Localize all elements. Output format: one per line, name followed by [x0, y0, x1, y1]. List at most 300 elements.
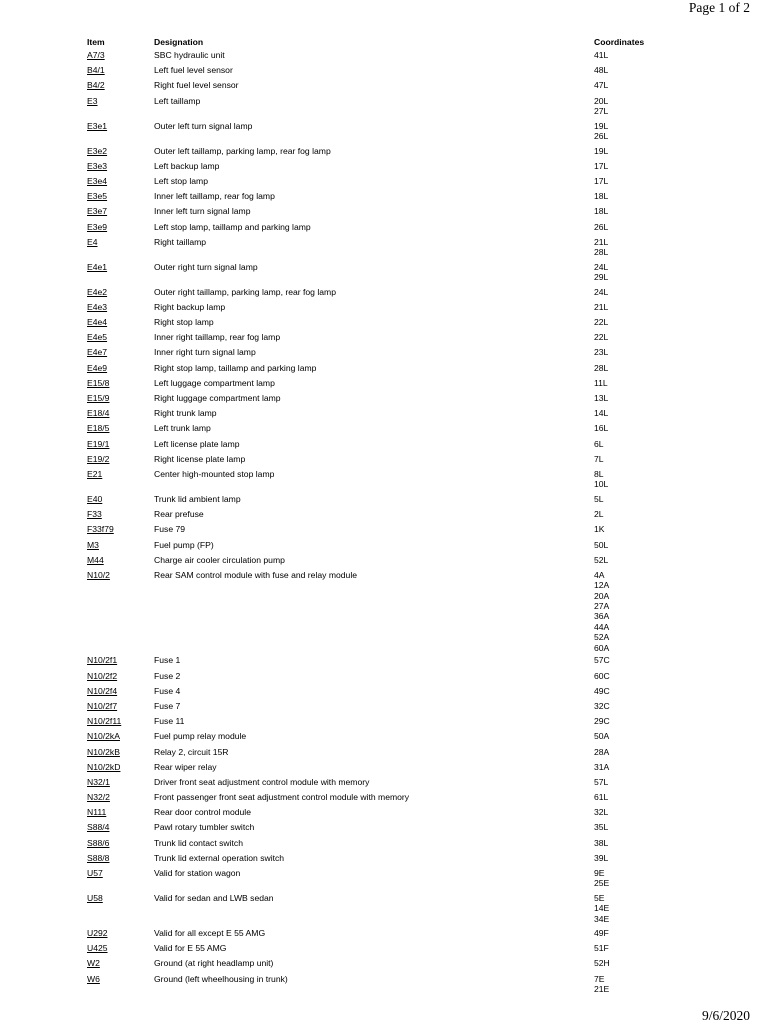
item-link[interactable]: N10/2f1: [87, 655, 118, 666]
item-link[interactable]: S88/8: [87, 852, 110, 863]
coordinate-value: 49C: [594, 685, 610, 696]
designation-cell: Left fuel level sensor: [154, 65, 233, 76]
coordinates-cell: [594, 302, 664, 312]
designation-cell: Fuse 2: [154, 670, 181, 681]
coordinate-value: 57C: [594, 655, 610, 666]
item-cell: [87, 332, 154, 342]
coordinate-value: 22L: [594, 332, 609, 343]
coordinates-cell: [594, 469, 664, 490]
item-link[interactable]: E3e9: [87, 221, 108, 232]
coordinates-cell: [594, 974, 664, 995]
coordinates-cell: [594, 262, 664, 283]
item-cell: [87, 96, 154, 106]
designation-cell: Fuse 4: [154, 685, 181, 696]
coordinate-value: 20A: [594, 590, 610, 601]
coordinate-value: 52H: [594, 958, 610, 969]
table-row: [87, 65, 667, 80]
table-row: [87, 262, 667, 287]
item-cell: [87, 80, 154, 90]
table-row: [87, 302, 667, 317]
designation-cell: Right taillamp: [154, 236, 207, 247]
item-cell: [87, 671, 154, 681]
column-header-designation: Designation: [154, 37, 204, 47]
print-date: 9/6/2020: [701, 1008, 750, 1023]
item-cell: [87, 439, 154, 449]
coordinates-cell: [594, 701, 664, 711]
table-row: [87, 176, 667, 191]
coordinate-value: 11L: [594, 377, 608, 388]
coordinate-value: 28L: [594, 247, 609, 258]
item-cell: [87, 792, 154, 802]
coordinates-cell: [594, 206, 664, 216]
coordinate-value: 12A: [594, 580, 610, 591]
item-cell: [87, 731, 154, 741]
table-row: [87, 777, 667, 792]
designation-cell: Left stop lamp: [154, 175, 208, 186]
coordinates-cell: [594, 555, 664, 565]
item-cell: [87, 853, 154, 863]
coordinates-cell: [594, 928, 664, 938]
coordinate-value: 7E: [594, 973, 605, 984]
designation-cell: Inner right turn signal lamp: [154, 347, 256, 358]
designation-cell: Left taillamp: [154, 95, 201, 106]
coordinate-value: 5L: [594, 493, 604, 504]
table-row: [87, 655, 667, 670]
item-link[interactable]: F33: [87, 509, 102, 520]
coordinates-cell: [594, 176, 664, 186]
item-link[interactable]: F33f79: [87, 524, 114, 535]
coordinate-value: 31A: [594, 761, 610, 772]
table-row: [87, 570, 667, 656]
designation-cell: Valid for station wagon: [154, 868, 241, 878]
coordinate-value: 21L: [594, 301, 609, 312]
item-link[interactable]: N10/2f4: [87, 685, 118, 696]
item-link[interactable]: E15/8: [87, 377, 110, 388]
coordinates-cell: [594, 792, 664, 802]
designation-cell: Fuel pump (FP): [154, 539, 214, 550]
table-row: [87, 509, 667, 524]
table-row: [87, 792, 667, 807]
table-row: [87, 408, 667, 423]
item-link[interactable]: E3e5: [87, 191, 108, 202]
coordinates-cell: [594, 943, 664, 953]
component-table: [87, 37, 667, 999]
column-header-item: Item: [87, 37, 105, 47]
coordinate-value: 32L: [594, 807, 609, 818]
coordinates-cell: [594, 347, 664, 357]
item-link[interactable]: B4/1: [87, 65, 105, 76]
designation-cell: Rear prefuse: [154, 509, 204, 520]
item-cell: [87, 928, 154, 938]
coordinate-value: 34E: [594, 913, 610, 924]
table-row: [87, 853, 667, 868]
coordinates-cell: [594, 494, 664, 504]
table-row: [87, 540, 667, 555]
designation-cell: Inner left turn signal lamp: [154, 206, 251, 217]
table-row: [87, 393, 667, 408]
item-link[interactable]: E3e1: [87, 120, 108, 131]
table-row: [87, 838, 667, 853]
coordinate-value: 50L: [594, 539, 609, 550]
item-link[interactable]: E3: [87, 95, 98, 106]
item-cell: [87, 807, 154, 817]
designation-cell: Right luggage compartment lamp: [154, 393, 281, 403]
table-row: [87, 191, 667, 206]
table-row: [87, 363, 667, 378]
coordinate-value: 9E: [594, 868, 605, 878]
item-cell: [87, 762, 154, 772]
item-link[interactable]: B4/2: [87, 80, 105, 91]
item-cell: [87, 555, 154, 565]
designation-cell: Outer left taillamp, parking lamp, rear fog lamp: [154, 145, 331, 156]
coordinates-cell: [594, 80, 664, 90]
coordinates-cell: [594, 509, 664, 519]
item-cell: [87, 222, 154, 232]
coordinate-value: 51F: [594, 943, 609, 954]
coordinate-value: 21E: [594, 983, 610, 994]
designation-cell: Inner left taillamp, rear fog lamp: [154, 191, 275, 202]
item-link[interactable]: N111: [87, 807, 107, 818]
item-link[interactable]: E3e4: [87, 175, 108, 186]
coordinate-value: 41L: [594, 50, 609, 60]
coordinate-value: 5E: [594, 893, 605, 903]
item-link[interactable]: E4: [87, 236, 98, 247]
coordinate-value: 28L: [594, 362, 609, 373]
item-cell: [87, 494, 154, 504]
item-cell: [87, 176, 154, 186]
coordinate-value: 7L: [594, 453, 604, 464]
table-row: [87, 943, 667, 958]
item-cell: [87, 540, 154, 550]
table-row: [87, 928, 667, 943]
coordinate-value: 19L: [594, 120, 609, 131]
designation-cell: Charge air cooler circulation pump: [154, 554, 285, 565]
item-cell: [87, 838, 154, 848]
coordinates-cell: [594, 50, 664, 60]
coordinate-value: 1K: [594, 524, 605, 535]
item-link[interactable]: N10/2f7: [87, 700, 118, 711]
item-cell: [87, 65, 154, 75]
table-row: [87, 439, 667, 454]
item-link[interactable]: N10/2f2: [87, 670, 118, 681]
designation-cell: SBC hydraulic unit: [154, 50, 225, 60]
designation-cell: Valid for all except E 55 AMG: [154, 928, 266, 938]
item-link[interactable]: E40: [87, 493, 103, 504]
designation-cell: Rear door control module: [154, 807, 251, 818]
item-cell: [87, 509, 154, 519]
item-link[interactable]: E4e7: [87, 347, 108, 358]
item-cell: [87, 206, 154, 216]
designation-cell: Front passenger front seat adjustment control module with memory: [154, 792, 410, 803]
table-row: [87, 423, 667, 438]
item-link[interactable]: N10/2kB: [87, 746, 120, 757]
item-link[interactable]: E21: [87, 468, 103, 479]
coordinates-cell: [594, 191, 664, 201]
designation-cell: Fuse 1: [154, 655, 181, 666]
designation-cell: Relay 2, circuit 15R: [154, 746, 229, 757]
coordinates-cell: [594, 731, 664, 741]
item-link[interactable]: U57: [87, 868, 103, 878]
coordinate-value: 8L: [594, 468, 604, 479]
coordinates-cell: [594, 378, 664, 388]
item-cell: [87, 408, 154, 418]
item-cell: [87, 777, 154, 787]
table-row: [87, 378, 667, 393]
item-cell: [87, 191, 154, 201]
coordinate-value: 61L: [594, 792, 609, 803]
page-number: Page 1 of 2: [688, 0, 750, 15]
item-cell: [87, 146, 154, 156]
item-cell: [87, 363, 154, 373]
item-cell: [87, 302, 154, 312]
item-link[interactable]: U292: [87, 928, 108, 938]
designation-cell: Valid for sedan and LWB sedan: [154, 893, 274, 903]
coordinate-value: 32C: [594, 700, 610, 711]
item-link[interactable]: E3e7: [87, 206, 108, 217]
item-link[interactable]: A7/3: [87, 50, 105, 60]
item-link[interactable]: U425: [87, 943, 108, 954]
designation-cell: Right license plate lamp: [154, 453, 246, 464]
table-row: [87, 747, 667, 762]
item-link[interactable]: E19/1: [87, 438, 110, 449]
item-link[interactable]: E4e2: [87, 286, 108, 297]
item-link[interactable]: E19/2: [87, 453, 110, 464]
coordinates-cell: [594, 408, 664, 418]
coordinate-value: 18L: [594, 206, 609, 217]
coordinates-cell: [594, 454, 664, 464]
coordinate-value: 27L: [594, 105, 609, 116]
item-cell: [87, 50, 154, 60]
coordinate-value: 23L: [594, 347, 609, 358]
coordinate-value: 26L: [594, 130, 609, 141]
table-row: [87, 807, 667, 822]
item-link[interactable]: N10/2f11: [87, 716, 122, 727]
item-link[interactable]: N10/2kD: [87, 761, 121, 772]
item-link[interactable]: E4e1: [87, 261, 108, 272]
coordinate-value: 14L: [594, 408, 609, 419]
coordinates-cell: [594, 423, 664, 433]
coordinate-value: 28A: [594, 746, 610, 757]
table-row: [87, 671, 667, 686]
table-row: [87, 469, 667, 494]
coordinate-value: 17L: [594, 160, 609, 171]
coordinates-cell: [594, 121, 664, 142]
designation-cell: Ground (left wheelhousing in trunk): [154, 973, 288, 984]
coordinate-value: 6L: [594, 438, 604, 449]
designation-cell: Fuel pump relay module: [154, 731, 247, 742]
table-row: [87, 974, 667, 999]
coordinate-value: 47L: [594, 80, 609, 91]
table-row: [87, 206, 667, 221]
coordinates-cell: [594, 540, 664, 550]
table-row: [87, 958, 667, 973]
coordinates-cell: [594, 570, 664, 653]
coordinate-value: 16L: [594, 423, 609, 434]
designation-cell: Right trunk lamp: [154, 408, 217, 419]
coordinate-value: 22L: [594, 317, 609, 328]
designation-cell: Rear wiper relay: [154, 761, 217, 772]
coordinates-cell: [594, 762, 664, 772]
table-row: [87, 222, 667, 237]
item-link[interactable]: E15/9: [87, 393, 110, 403]
coordinates-cell: [594, 317, 664, 327]
table-row: [87, 161, 667, 176]
table-row: [87, 317, 667, 332]
coordinate-value: 29C: [594, 716, 610, 727]
item-cell: [87, 686, 154, 696]
designation-cell: Trunk lid external operation switch: [154, 852, 285, 863]
item-link[interactable]: E4e4: [87, 317, 108, 328]
item-link[interactable]: E3e3: [87, 160, 108, 171]
table-row: [87, 822, 667, 837]
coordinates-cell: [594, 868, 664, 889]
item-link[interactable]: N10/2kA: [87, 731, 120, 742]
designation-cell: Trunk lid ambient lamp: [154, 493, 241, 504]
coordinates-cell: [594, 393, 664, 403]
designation-cell: Outer right taillamp, parking lamp, rear fog lamp: [154, 286, 336, 297]
coordinate-value: 18L: [594, 191, 609, 202]
designation-cell: Left backup lamp: [154, 160, 220, 171]
item-link[interactable]: U58: [87, 893, 103, 903]
coordinate-value: 57L: [594, 776, 609, 787]
table-row: [87, 50, 667, 65]
table-row: [87, 868, 667, 893]
item-cell: [87, 868, 154, 878]
coordinates-cell: [594, 853, 664, 863]
coordinate-value: 24L: [594, 286, 609, 297]
coordinates-cell: [594, 363, 664, 373]
table-row: [87, 893, 667, 928]
coordinates-cell: [594, 807, 664, 817]
coordinate-value: 25E: [594, 878, 610, 889]
table-row: [87, 121, 667, 146]
coordinate-value: 52L: [594, 554, 609, 565]
item-link[interactable]: N10/2: [87, 569, 110, 580]
item-link[interactable]: M3: [87, 539, 99, 550]
coordinate-value: 17L: [594, 175, 609, 186]
item-cell: [87, 423, 154, 433]
item-link[interactable]: W6: [87, 973, 100, 984]
coordinate-value: 36A: [594, 611, 610, 622]
item-link[interactable]: S88/4: [87, 822, 110, 833]
coordinate-value: 52A: [594, 632, 610, 643]
item-link[interactable]: E3e2: [87, 145, 108, 156]
item-link[interactable]: M44: [87, 554, 104, 565]
coordinate-value: 49F: [594, 928, 609, 938]
column-header-coordinates: Coordinates: [594, 37, 645, 47]
item-cell: [87, 958, 154, 968]
coordinates-cell: [594, 838, 664, 848]
table-row: [87, 686, 667, 701]
table-row: [87, 762, 667, 777]
coordinates-cell: [594, 777, 664, 787]
coordinates-cell: [594, 716, 664, 726]
coordinate-value: 10L: [594, 479, 609, 490]
designation-cell: Right stop lamp, taillamp and parking lamp: [154, 362, 317, 373]
coordinate-value: 14E: [594, 903, 610, 914]
designation-cell: Outer left turn signal lamp: [154, 120, 253, 131]
coordinate-value: 39L: [594, 852, 609, 863]
designation-cell: Fuse 11: [154, 716, 185, 727]
coordinate-value: 20L: [594, 95, 609, 106]
designation-cell: Inner right taillamp, rear fog lamp: [154, 332, 281, 343]
item-link[interactable]: E4e5: [87, 332, 108, 343]
coordinate-value: 24L: [594, 261, 609, 272]
item-cell: [87, 570, 154, 580]
item-link[interactable]: E4e3: [87, 301, 108, 312]
coordinates-cell: [594, 237, 664, 258]
item-link[interactable]: S88/6: [87, 837, 110, 848]
item-link[interactable]: W2: [87, 958, 100, 969]
coordinate-value: 27A: [594, 601, 610, 612]
coordinates-cell: [594, 146, 664, 156]
table-row: [87, 80, 667, 95]
item-cell: [87, 893, 154, 903]
designation-cell: Right fuel level sensor: [154, 80, 239, 91]
designation-cell: Left license plate lamp: [154, 438, 240, 449]
item-cell: [87, 393, 154, 403]
coordinate-value: 13L: [594, 393, 609, 403]
table-row: [87, 731, 667, 746]
coordinates-cell: [594, 893, 664, 924]
table-header: [87, 37, 667, 50]
designation-cell: Rear SAM control module with fuse and relay module: [154, 569, 358, 580]
item-cell: [87, 524, 154, 534]
item-link[interactable]: E18/4: [87, 408, 110, 419]
coordinates-cell: [594, 671, 664, 681]
item-cell: [87, 347, 154, 357]
coordinates-cell: [594, 822, 664, 832]
item-link[interactable]: N32/2: [87, 792, 110, 803]
table-row: [87, 524, 667, 539]
item-link[interactable]: E4e9: [87, 362, 108, 373]
designation-cell: Ground (at right headlamp unit): [154, 958, 274, 969]
designation-cell: Left luggage compartment lamp: [154, 377, 275, 388]
coordinates-cell: [594, 287, 664, 297]
coordinates-cell: [594, 65, 664, 75]
item-cell: [87, 747, 154, 757]
designation-cell: Driver front seat adjustment control module with memory: [154, 776, 370, 787]
designation-cell: Outer right turn signal lamp: [154, 261, 258, 272]
coordinates-cell: [594, 332, 664, 342]
table-row: [87, 96, 667, 121]
item-link[interactable]: E18/5: [87, 423, 110, 434]
table-row: [87, 332, 667, 347]
table-row: [87, 494, 667, 509]
coordinate-value: 50A: [594, 731, 610, 742]
item-cell: [87, 121, 154, 131]
coordinate-value: 2L: [594, 509, 604, 520]
table-body: [87, 50, 667, 999]
coordinate-value: 35L: [594, 822, 609, 833]
item-cell: [87, 655, 154, 665]
coordinate-value: 4A: [594, 569, 605, 580]
item-cell: [87, 822, 154, 832]
coordinates-cell: [594, 96, 664, 117]
coordinates-cell: [594, 222, 664, 232]
table-row: [87, 146, 667, 161]
coordinates-cell: [594, 686, 664, 696]
item-link[interactable]: N32/1: [87, 776, 110, 787]
coordinate-value: 26L: [594, 221, 609, 232]
table-row: [87, 701, 667, 716]
table-row: [87, 716, 667, 731]
item-cell: [87, 287, 154, 297]
table-row: [87, 237, 667, 262]
coordinate-value: 60C: [594, 670, 610, 681]
table-row: [87, 287, 667, 302]
item-cell: [87, 317, 154, 327]
